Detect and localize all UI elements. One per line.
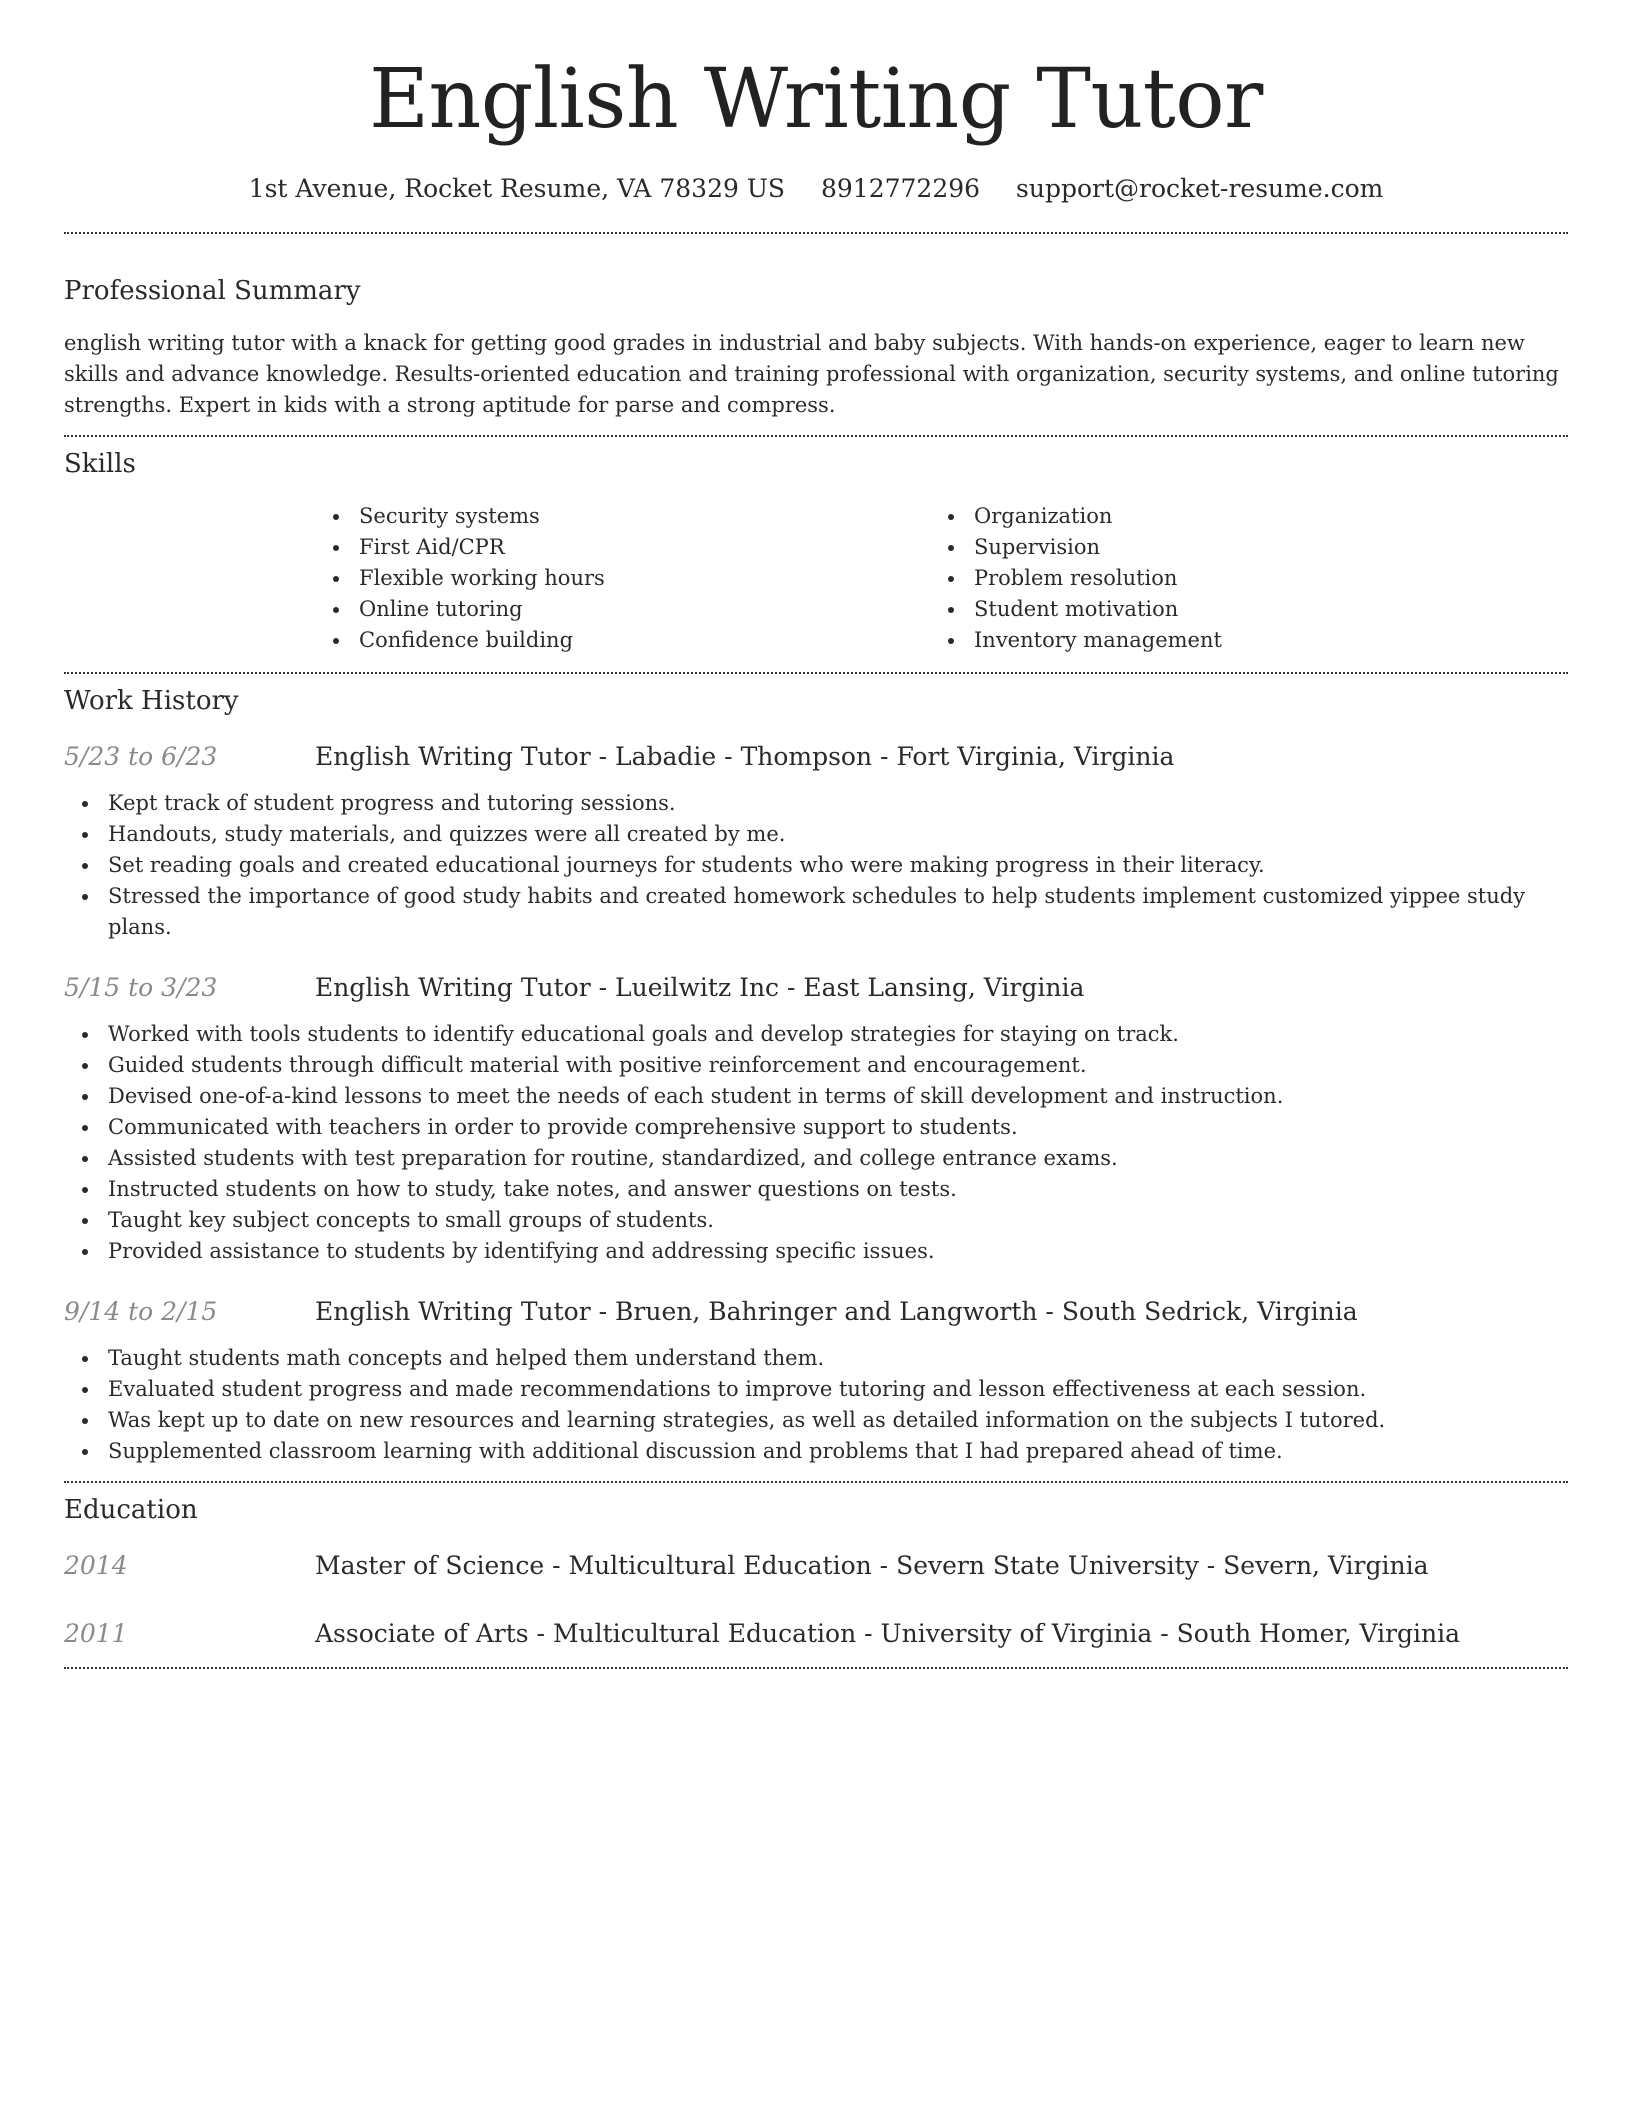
separator: - <box>871 1551 897 1580</box>
separator: - <box>856 1619 881 1648</box>
skill-item: Security systems <box>359 501 930 532</box>
separator: - <box>590 973 616 1002</box>
skills-title: Skills <box>64 449 136 479</box>
job-entry <box>64 971 1568 1005</box>
job-bullet: Communicated with teachers in order to provide comprehensive support to students. <box>108 1112 1568 1143</box>
job-bullet: Handouts, study materials, and quizzes were all created by me. <box>108 819 1568 850</box>
divider <box>64 1481 1568 1483</box>
job-bullets <box>64 1019 1568 1267</box>
job-bullet: Taught key subject concepts to small groups of students. <box>108 1205 1568 1236</box>
divider <box>64 232 1568 234</box>
separator: - <box>544 1551 569 1580</box>
resume-name: English Writing Tutor <box>369 52 1263 147</box>
contact-email: support@rocket-resume.com <box>1016 174 1384 203</box>
education-degree: Associate of Arts <box>315 1619 529 1648</box>
separator: - <box>528 1619 553 1648</box>
separator: - <box>872 742 897 771</box>
job-entry <box>64 740 1568 774</box>
summary-section <box>64 274 1568 421</box>
education-heading <box>315 1549 1429 1583</box>
separator: - <box>1037 1297 1062 1326</box>
job-company: Bruen, Bahringer and Langworth <box>615 1297 1038 1326</box>
job-dates: 5/23 to 6/23 <box>64 742 218 771</box>
education-year: 2014 <box>64 1551 128 1580</box>
job-bullets <box>64 1343 1568 1467</box>
job-location: Fort Virginia, Virginia <box>896 742 1175 771</box>
job-bullet: Supplemented classroom learning with additional discussion and problems that I had prepared ahead of time. <box>108 1436 1568 1467</box>
job-location: East Lansing, Virginia <box>803 973 1085 1002</box>
job-bullet: Provided assistance to students by identifying and addressing specific issues. <box>108 1236 1568 1267</box>
job-bullet: Devised one-of-a-kind lessons to meet the needs of each student in terms of skill development and instruction. <box>108 1081 1568 1112</box>
contact-address: 1st Avenue, Rocket Resume, VA 78329 US <box>248 174 786 203</box>
job-dates: 9/14 to 2/15 <box>64 1297 218 1326</box>
job-company: Lueilwitz Inc <box>615 973 780 1002</box>
job-bullets <box>64 788 1568 943</box>
job-bullet: Instructed students on how to study, take notes, and answer questions on tests. <box>108 1174 1568 1205</box>
skill-item: First Aid/CPR <box>359 532 930 563</box>
divider <box>64 672 1568 674</box>
separator: - <box>779 973 804 1002</box>
job-title: English Writing Tutor <box>315 973 591 1002</box>
education-location: Severn, Virginia <box>1223 1551 1429 1580</box>
skills-section <box>64 447 1568 656</box>
job-title: English Writing Tutor <box>315 742 591 771</box>
skills-list-right <box>930 501 1545 656</box>
contact-line <box>64 172 1568 206</box>
education-location: South Homer, Virginia <box>1176 1619 1461 1648</box>
job-bullet: Stressed the importance of good study habits and created homework schedules to help students implement customized yippee study plans. <box>108 881 1568 943</box>
summary-text: english writing tutor with a knack for getting good grades in industrial and baby subjects. With hands-on experience, eager to learn new skills and advance knowledge. Results-oriented education and training professional with organization, security systems, and online tutoring strengths. Expert in kids with a strong aptitude for parse and compress. <box>64 331 1559 417</box>
job-bullet: Worked with tools students to identify educational goals and develop strategies for staying on track. <box>108 1019 1568 1050</box>
education-heading <box>315 1617 1460 1651</box>
education-degree: Master of Science <box>315 1551 545 1580</box>
skill-item: Online tutoring <box>359 594 930 625</box>
skill-item: Flexible working hours <box>359 563 930 594</box>
job-entry <box>64 1295 1568 1329</box>
separator: - <box>590 742 616 771</box>
job-bullet: Set reading goals and created educational journeys for students who were making progress in their literacy. <box>108 850 1568 881</box>
work-title: Work History <box>64 686 239 716</box>
separator: - <box>590 1297 616 1326</box>
job-bullet: Was kept up to date on new resources and learning strategies, as well as detailed information on the subjects I tutored. <box>108 1405 1568 1436</box>
education-title: Education <box>64 1495 198 1525</box>
job-company: Labadie - Thompson <box>615 742 873 771</box>
education-field: Multicultural Education <box>552 1619 857 1648</box>
education-year: 2011 <box>64 1619 128 1648</box>
skill-item: Confidence building <box>359 625 930 656</box>
job-bullet: Evaluated student progress and made recommendations to improve tutoring and lesson effectiveness at each session. <box>108 1374 1568 1405</box>
skill-item: Student motivation <box>974 594 1545 625</box>
job-heading <box>315 971 1084 1005</box>
skill-item: Organization <box>974 501 1545 532</box>
education-school: Severn State University <box>896 1551 1199 1580</box>
job-bullet: Kept track of student progress and tutoring sessions. <box>108 788 1568 819</box>
job-heading <box>315 740 1174 774</box>
divider <box>64 1667 1568 1669</box>
job-bullet: Taught students math concepts and helped them understand them. <box>108 1343 1568 1374</box>
education-section <box>64 1493 1568 1651</box>
contact-phone: 8912772296 <box>821 174 981 203</box>
separator: - <box>1198 1551 1224 1580</box>
job-dates: 5/15 to 3/23 <box>64 973 218 1002</box>
job-bullet: Assisted students with test preparation for routine, standardized, and college entrance exams. <box>108 1143 1568 1174</box>
education-school: University of Virginia <box>880 1619 1153 1648</box>
skill-item: Inventory management <box>974 625 1545 656</box>
summary-title: Professional Summary <box>64 276 361 306</box>
divider <box>64 435 1568 437</box>
separator: - <box>1152 1619 1177 1648</box>
education-entry <box>64 1549 1568 1583</box>
skill-item: Supervision <box>974 532 1545 563</box>
job-heading <box>315 1295 1358 1329</box>
skill-item: Problem resolution <box>974 563 1545 594</box>
skills-grid <box>315 501 1568 656</box>
education-field: Multicultural Education <box>568 1551 872 1580</box>
job-bullet: Guided students through difficult material with positive reinforcement and encouragement. <box>108 1050 1568 1081</box>
education-entry <box>64 1617 1568 1651</box>
job-title: English Writing Tutor <box>315 1297 591 1326</box>
work-section <box>64 684 1568 1467</box>
job-location: South Sedrick, Virginia <box>1061 1297 1358 1326</box>
skills-list-left <box>315 501 930 656</box>
